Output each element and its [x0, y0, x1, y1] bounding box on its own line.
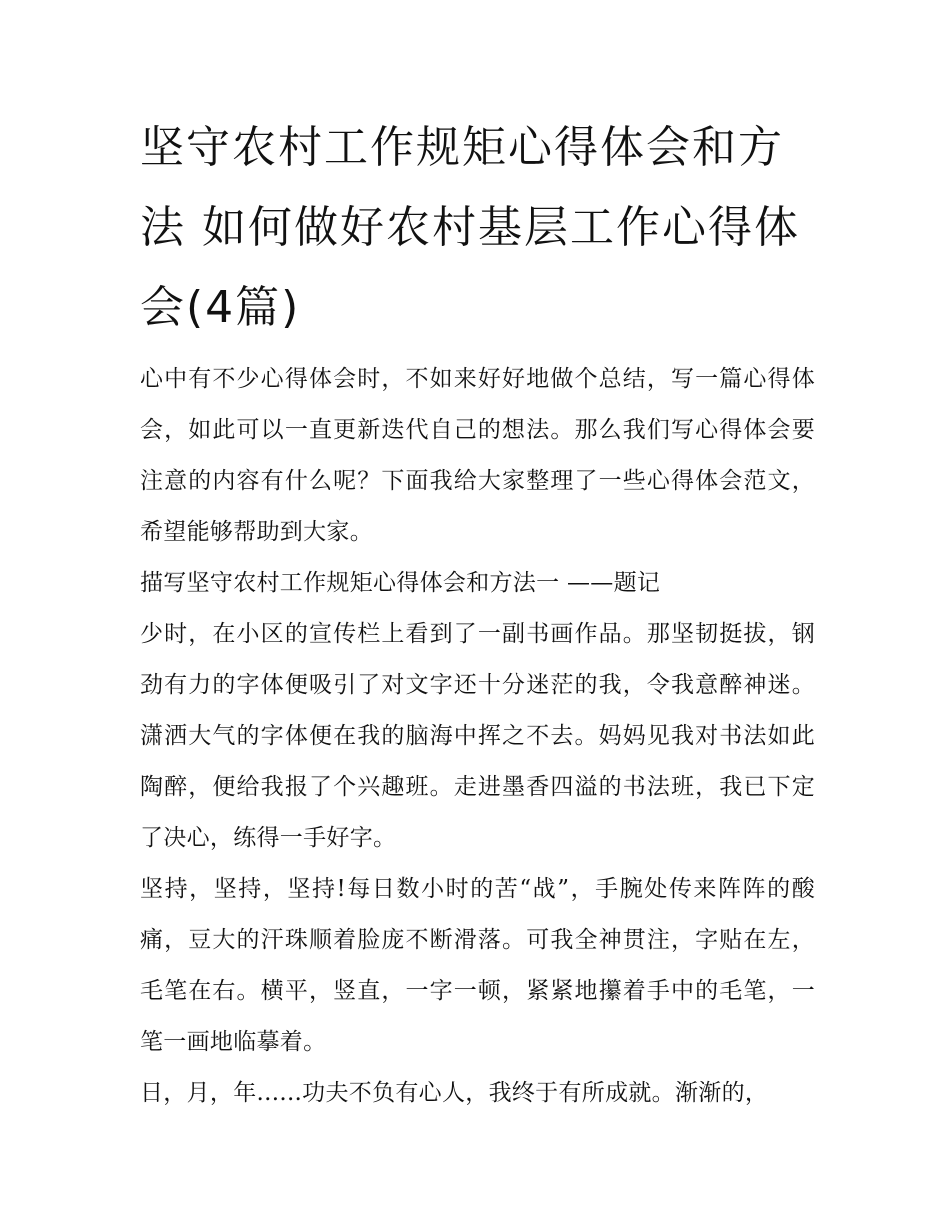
- intro-paragraph: 心中有不少心得体会时，不如来好好地做个总结，写一篇心得体会，如此可以一直更新迭代自己的想法。那么我们写心得体会要注意的内容有什么呢？下面我给大家整理了一些心得体会范文，希望能够帮助到大家。: [140, 366, 815, 545]
- body-paragraph: 坚持，坚持，坚持!每日数小时的苦“战”，手腕处传来阵阵的酸痛，豆大的汗珠顺着脸庞不断滑落。可我全神贯注，字贴在左，毛笔在右。横平，竖直，一字一顿，紧紧地攥着手中的毛笔，一笔一画地临摹着。: [140, 876, 815, 1055]
- body-paragraph: 少时，在小区的宣传栏上看到了一副书画作品。那坚韧挺拔，钢劲有力的字体便吸引了对文字还十分迷茫的我，令我意醉神迷。潇洒大气的字体便在我的脑海中挥之不去。妈妈见我对书法如此陶醉，便给我报了个兴趣班。走进墨香四溢的书法班，我已下定了决心，练得一手好字。: [140, 621, 815, 851]
- document-title: 坚守农村工作规矩心得体会和方法 如何做好农村基层工作心得体会(4篇): [140, 122, 800, 333]
- document-body: [140, 354, 815, 1119]
- body-paragraph: 日，月，年......功夫不负有心人，我终于有所成就。渐渐的，: [140, 1080, 769, 1106]
- section-heading: 描写坚守农村工作规矩心得体会和方法一 ——题记: [140, 570, 661, 596]
